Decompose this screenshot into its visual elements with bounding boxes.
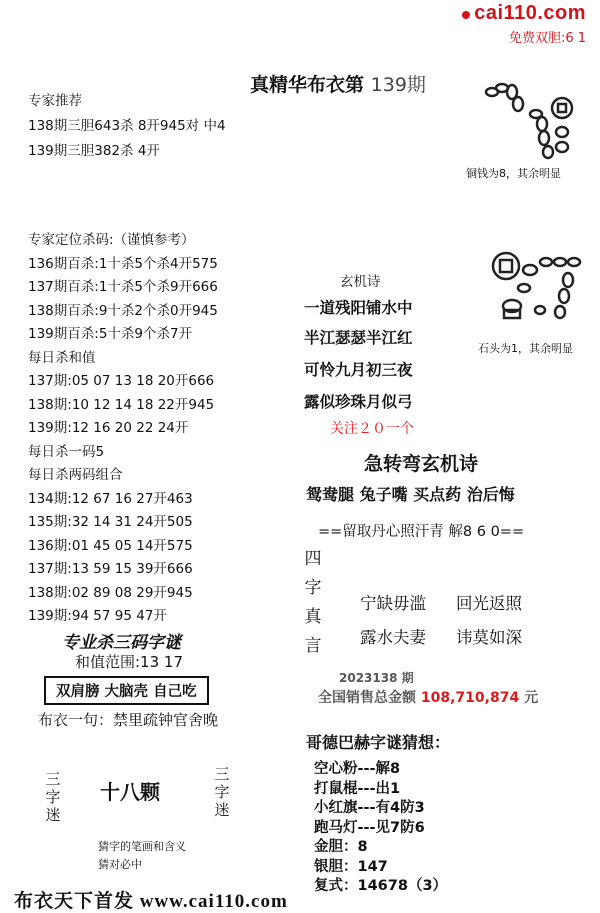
goethe-line: 空心粉---解8	[314, 761, 401, 777]
daily-two-line: 139期:94 57 95 47开	[28, 608, 167, 624]
poem-line: 可怜九月初三夜	[304, 361, 413, 379]
sales-label: 全国销售总金额	[318, 690, 416, 706]
three-code-heading: 专业杀三码字谜	[62, 633, 181, 653]
daily-two-line: 134期:12 67 16 27开463	[28, 490, 193, 507]
sales-amount: 108,710,874	[420, 690, 520, 706]
riddle-right-label: 三字迷	[214, 765, 230, 819]
daily-two-line: 136期:01 45 05 14开575	[28, 537, 193, 554]
poem-line: 露似珍珠月似弓	[304, 393, 413, 411]
daily-two-line: 137期:13 59 15 39开666	[28, 561, 193, 577]
stone-caption: 石头为1，其余明显	[478, 342, 573, 355]
sales-issue: 2023138 期	[339, 671, 414, 685]
four-char-item: 宁缺毋滥	[360, 594, 426, 613]
boxed-phrase: 双肩膀 大脑壳 自己吃	[44, 676, 209, 705]
goethe-line: 跑马灯---见7防6	[314, 819, 425, 836]
four-char-item: 回光返照	[456, 594, 522, 613]
footer-text[interactable]: 布衣天下首发 www.cai110.com	[14, 891, 288, 912]
four-char-item: 讳莫如深	[456, 628, 522, 647]
four-char-item: 露水夫妻	[360, 628, 426, 647]
kill-code-line: 139期百杀:5十杀9个杀7开	[28, 326, 193, 342]
kill-code-line: 138期百杀:9十杀2个杀0开945	[28, 302, 218, 319]
title-text: 真精华布衣第	[250, 74, 365, 96]
four-char-label: 四字真言	[304, 549, 322, 656]
goethe-list	[314, 760, 447, 897]
kill-code-line: 137期百杀:1十杀5个杀9开666	[28, 279, 218, 295]
one-line-riddle: 布衣一句：禁里疏钟官舍晚	[38, 711, 219, 729]
stone-chain-picture	[488, 240, 593, 330]
daily-two-line: 135期:32 14 31 24开505	[28, 514, 193, 530]
free-double-bile: 免费双胆:6 1	[508, 31, 586, 46]
daily-sum-line: 137期:05 07 13 18 20开666	[28, 373, 215, 389]
follow-note: 关注２０一个	[330, 421, 414, 437]
urgent-verse: ==留取丹心照汗青 解8 6 0==	[318, 524, 525, 540]
logo-site-text: cai110.com	[474, 2, 586, 24]
title-issue: 139期	[370, 74, 426, 96]
expert-section	[28, 90, 226, 162]
urgent-line: 鸳鸯腿 兔子嘴 买点药 治后悔	[306, 485, 515, 504]
coin-caption: 铜钱为8，其余明显	[466, 167, 561, 180]
sales-unit: 元	[524, 690, 539, 706]
urgent-heading: 急转弯玄机诗	[364, 453, 479, 475]
riddle-hint: 猜字的笔画和含义	[98, 840, 186, 853]
expert-line: 139期三胆382杀 4开	[28, 143, 160, 159]
kill-code-heading: 专家定位杀码:（谨慎参考）	[28, 232, 195, 248]
sales-line	[318, 687, 538, 707]
expert-heading: 专家推荐	[28, 93, 82, 109]
daily-sum-line: 138期:10 12 14 18 22开945	[28, 396, 215, 413]
riddle-left-label: 三字迷	[45, 770, 61, 824]
expert-line: 138期三胆643杀 8开945对 中4	[28, 118, 226, 134]
sum-range: 和值范围:13 17	[75, 653, 183, 671]
riddle-word: 十八颗	[100, 780, 160, 804]
kill-code-section	[28, 229, 218, 629]
goethe-heading: 哥德巴赫字谜猜想：	[306, 733, 451, 752]
daily-one-code: 每日杀一码5	[28, 443, 105, 460]
page-title	[250, 70, 426, 97]
goethe-line: 小红旗---有4防3	[314, 800, 425, 816]
poem-line: 一道残阳铺水中	[304, 299, 413, 317]
goethe-line: 复式：14678（3）	[314, 878, 448, 894]
riddle-hint: 猜对必中	[98, 858, 142, 871]
coin-chain-picture	[478, 74, 588, 164]
daily-two-heading: 每日杀两码组合	[28, 467, 123, 483]
poem-heading: 玄机诗	[340, 274, 381, 290]
poem-line: 半江瑟瑟半江红	[304, 329, 413, 347]
goethe-line: 金胆：8	[314, 839, 368, 855]
logo-dot-icon	[462, 11, 470, 19]
daily-two-line: 138期:02 89 08 29开945	[28, 584, 193, 601]
daily-sum-heading: 每日杀和值	[28, 349, 96, 366]
goethe-line: 银胆：147	[314, 858, 388, 875]
daily-sum-line: 139期:12 16 20 22 24开	[28, 420, 189, 436]
goethe-line: 打鼠棍---出1	[314, 780, 401, 797]
kill-code-line: 136期百杀:1十杀5个杀4开575	[28, 255, 218, 272]
site-logo[interactable]	[462, 2, 586, 46]
